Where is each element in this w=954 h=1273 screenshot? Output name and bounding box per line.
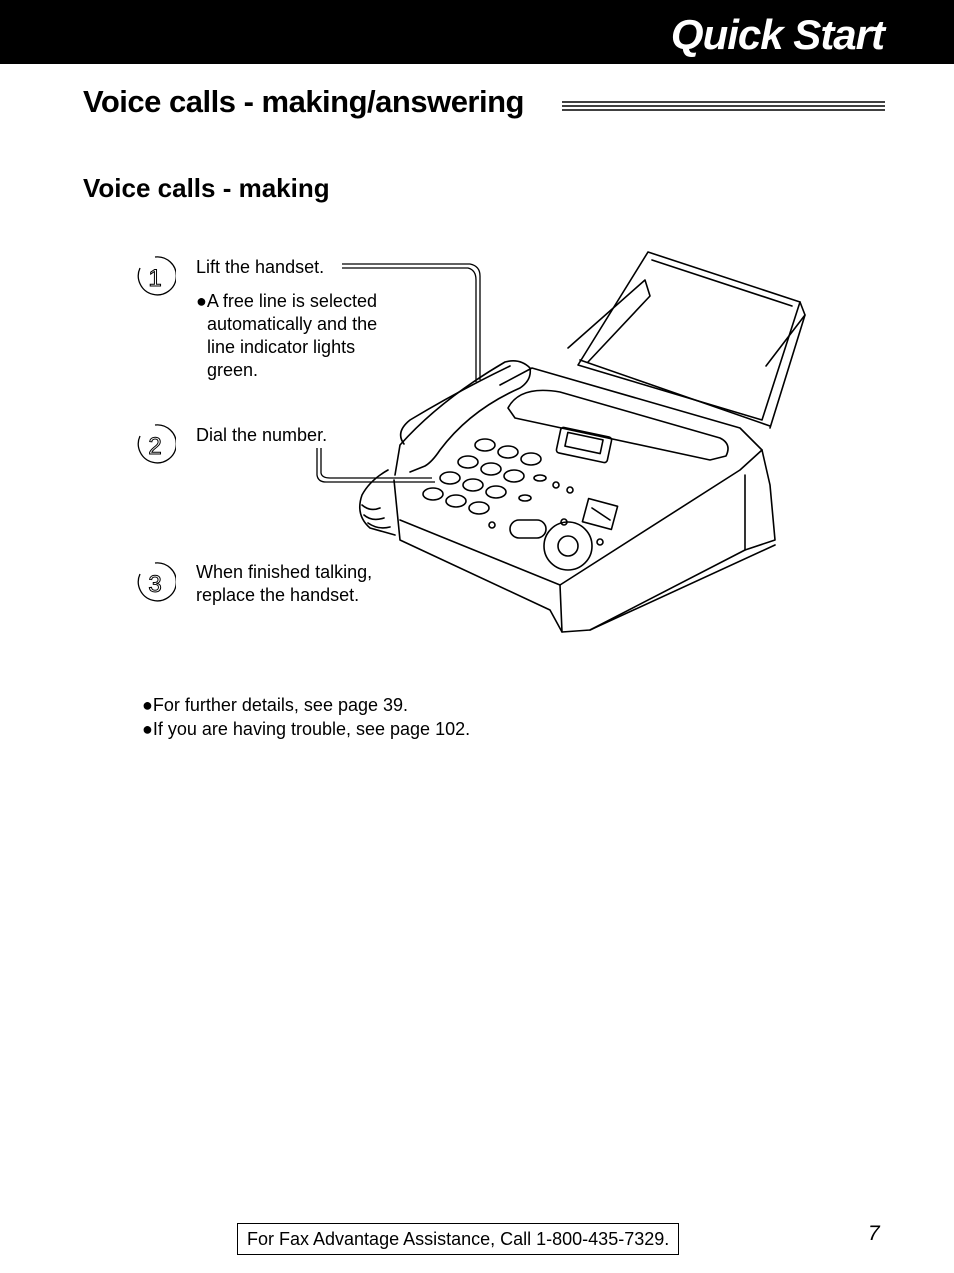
- step-3-number-icon: [134, 560, 176, 606]
- step-1-text: Lift the handset.: [196, 257, 325, 277]
- note-item: [142, 693, 470, 717]
- note-item: [142, 717, 470, 741]
- bullet-line-1: A free line is selected: [206, 291, 377, 311]
- step-3-line-2: replace the handset.: [196, 585, 360, 605]
- step-3-number: 3: [148, 571, 162, 598]
- step-1-number-icon: [134, 254, 176, 300]
- step-3-line-1: When finished talking,: [196, 562, 373, 582]
- heading-rule: [562, 100, 885, 114]
- header-banner: [0, 0, 954, 64]
- notes-list: [142, 693, 470, 741]
- note-bullet: ●: [142, 719, 153, 739]
- bullet-line-3: line indicator lights: [207, 337, 356, 357]
- section-title: Voice calls - making/answering: [83, 84, 524, 119]
- bullet-line-4: green.: [207, 360, 259, 380]
- step-1-bullet: [196, 290, 406, 382]
- step-2-text: Dial the number.: [196, 425, 328, 445]
- step-2-number-icon: [134, 422, 176, 468]
- note-text: If you are having trouble, see page 102.: [152, 719, 471, 739]
- step-3-text: [196, 561, 372, 607]
- bullet-line-2: automatically and the: [207, 314, 378, 334]
- bullet-mark: ●: [196, 291, 207, 311]
- note-text: For further details, see page 39.: [152, 695, 409, 715]
- step-1-number: 1: [148, 265, 162, 292]
- footer-assistance: For Fax Advantage Assistance, Call 1-800-435-7329.: [237, 1223, 679, 1255]
- subsection-title: Voice calls - making: [83, 173, 330, 203]
- note-bullet: ●: [142, 695, 153, 715]
- banner-title: Quick Start: [670, 11, 884, 58]
- step-2-number: 2: [148, 433, 162, 460]
- page-number: 7: [868, 1222, 880, 1245]
